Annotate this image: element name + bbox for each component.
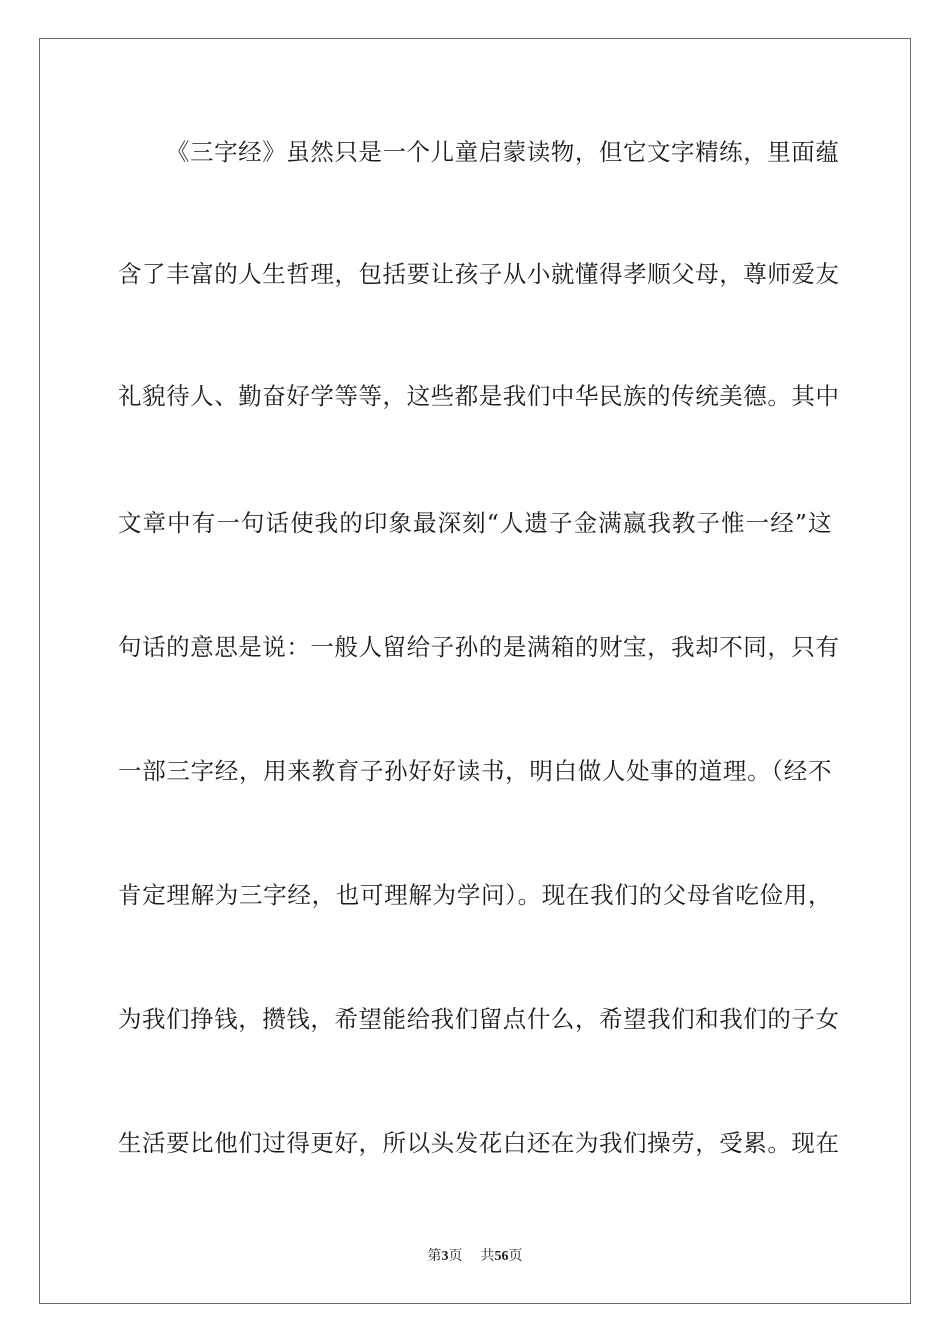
paragraph-line-5: 句话的意思是说：一般人留给子孙的是满箱的财宝，我却不同，只有 bbox=[118, 633, 840, 661]
paragraph-line-7: 肯定理解为三字经，也可理解为学问）。现在我们的父母省吃俭用， bbox=[118, 881, 832, 909]
page-border bbox=[39, 38, 911, 1304]
paragraph-line-6: 一部三字经，用来教育子孙好好读书，明白做人处事的道理。（经不 bbox=[118, 757, 832, 785]
footer-total-prefix: 共 bbox=[480, 1248, 495, 1264]
footer-total-pages: 56 bbox=[494, 1249, 509, 1264]
paragraph-line-3: 礼貌待人、勤奋好学等等，这些都是我们中华民族的传统美德。其中 bbox=[118, 382, 840, 410]
paragraph-line-2: 含了丰富的人生哲理，包括要让孩子从小就懂得孝顺父母，尊师爱友 bbox=[118, 260, 840, 288]
paragraph-line-1: 《三字经》虽然只是一个儿童启蒙读物，但它文字精练，里面蕴 bbox=[166, 138, 840, 166]
page-footer bbox=[0, 1247, 950, 1266]
paragraph-line-8: 为我们挣钱，攒钱，希望能给我们留点什么，希望我们和我们的子女 bbox=[118, 1005, 840, 1033]
footer-page-prefix: 第 bbox=[427, 1248, 442, 1264]
paragraph-line-9: 生活要比他们过得更好，所以头发花白还在为我们操劳，受累。现在 bbox=[118, 1129, 840, 1157]
footer-total-suffix: 页 bbox=[508, 1248, 523, 1264]
footer-page-suffix: 页 bbox=[448, 1248, 463, 1264]
footer-page-number: 3 bbox=[441, 1249, 449, 1264]
paragraph-line-4: 文章中有一句话使我的印象最深刻“人遗子金满嬴我教子惟一经”这 bbox=[118, 509, 832, 537]
